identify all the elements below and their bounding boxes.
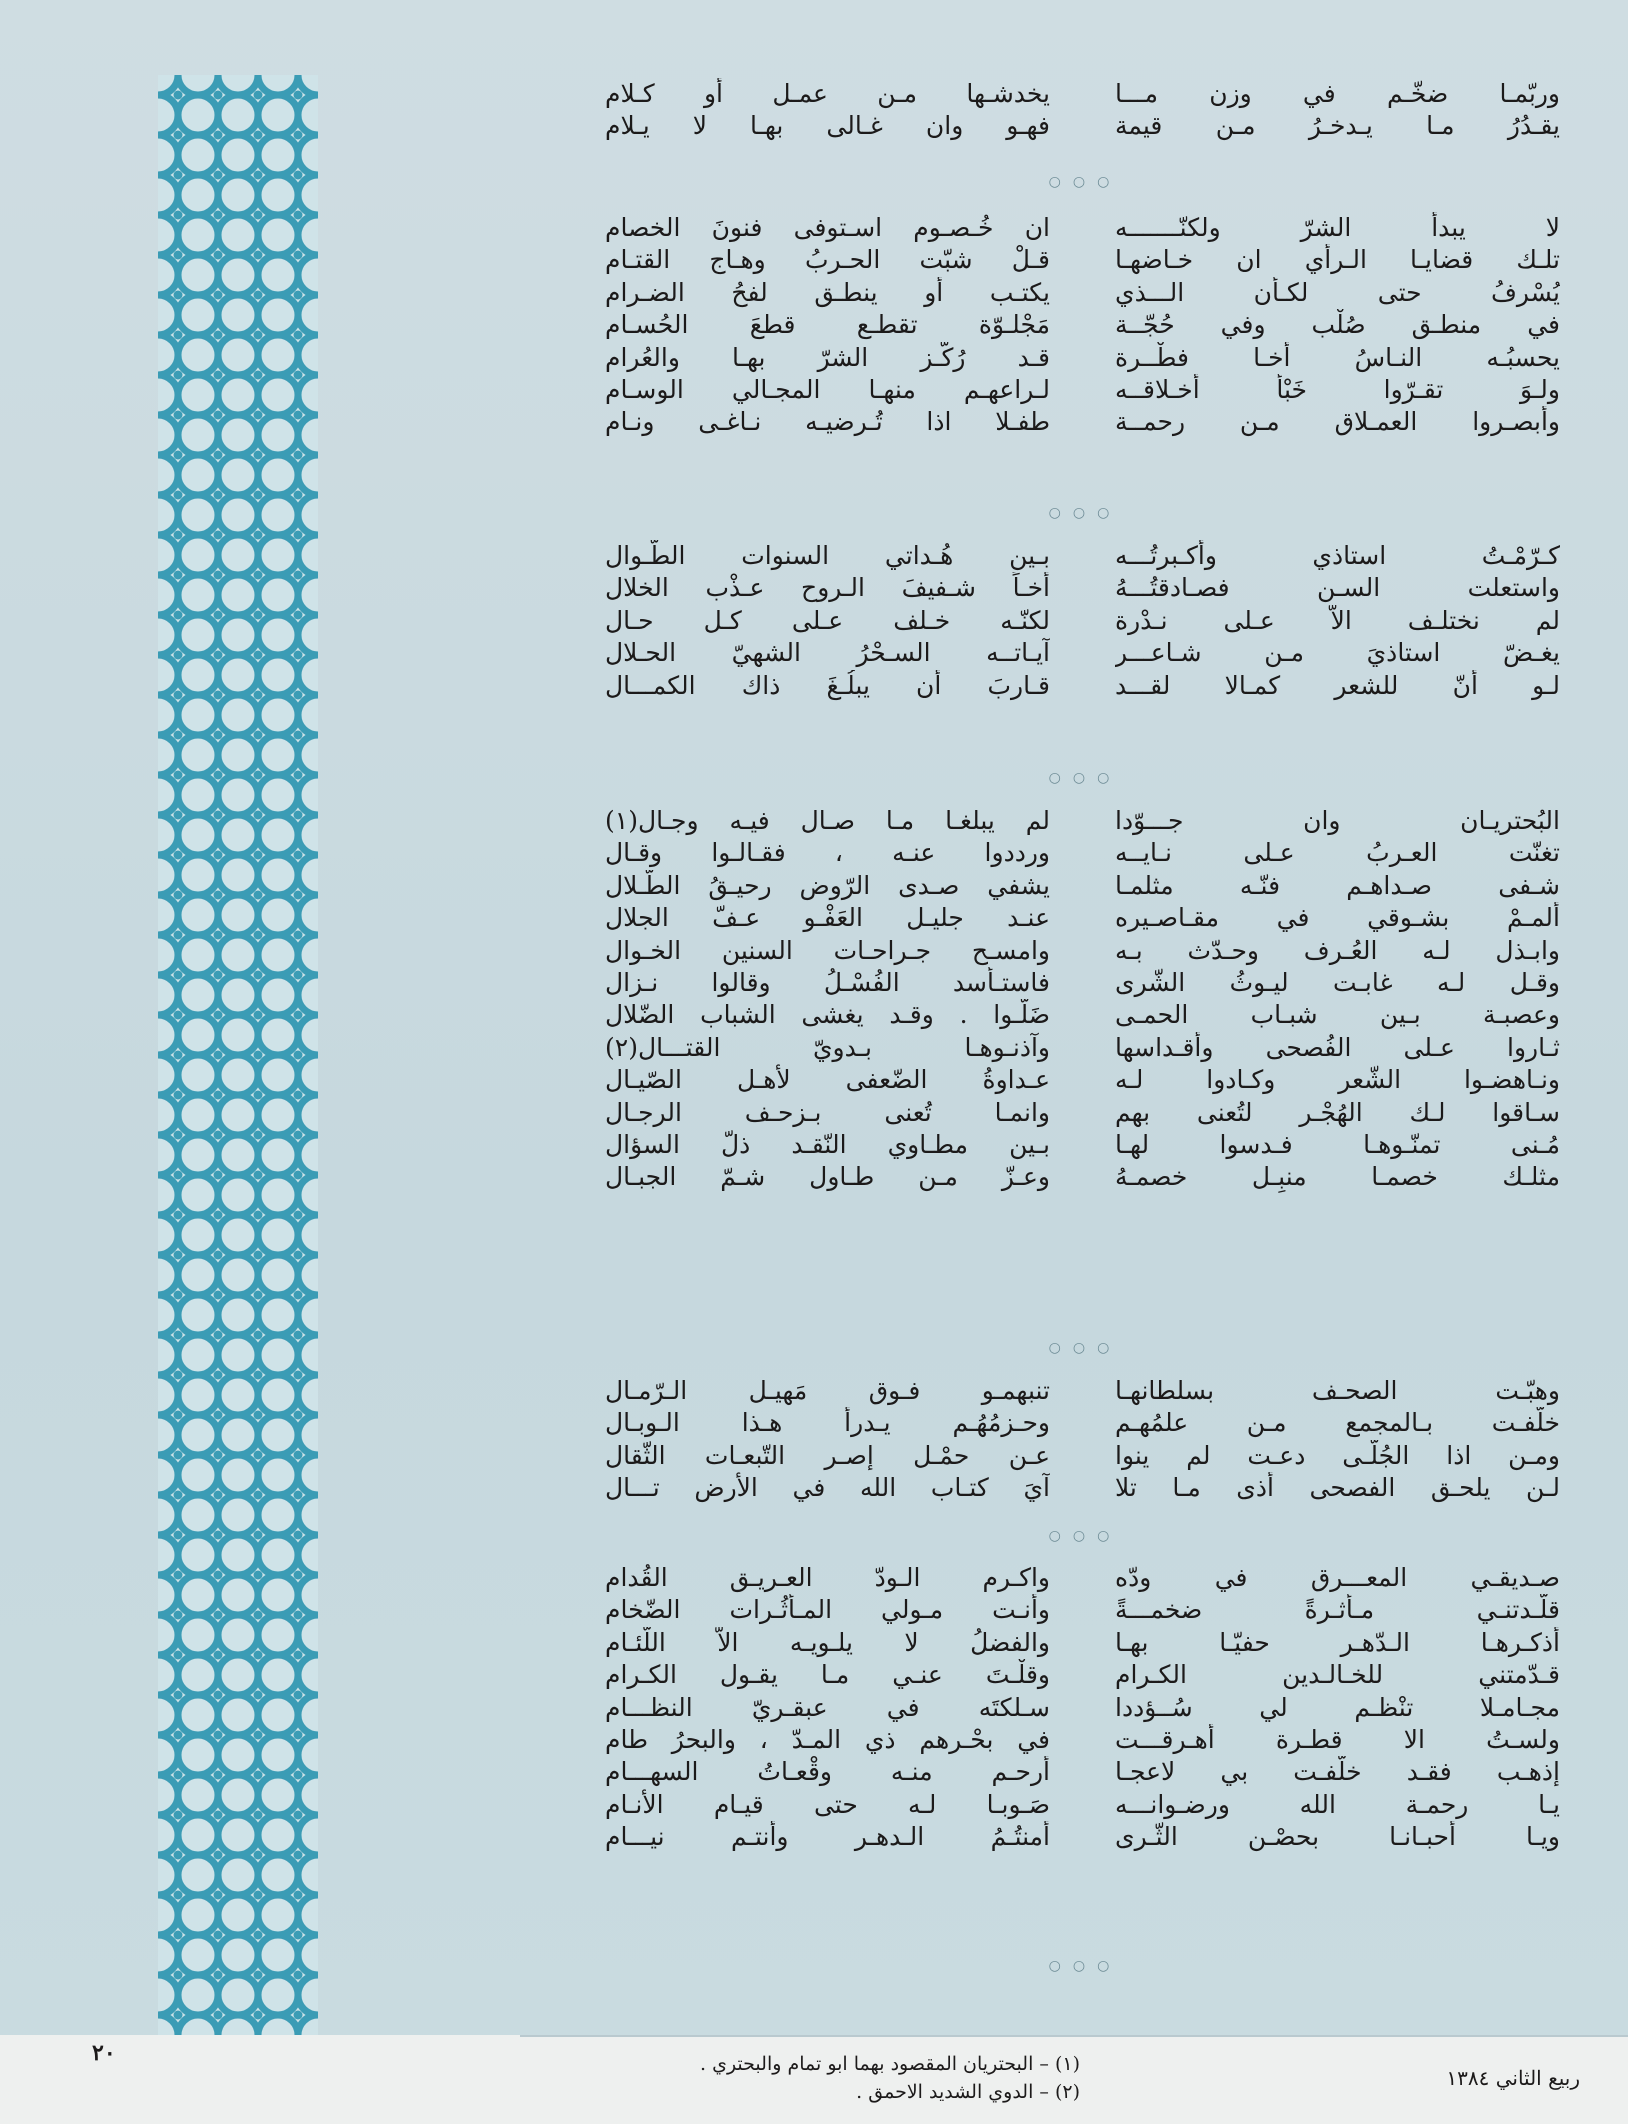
footnotes	[520, 2050, 1080, 2106]
stanza-6-left-hemistichs	[605, 1562, 1050, 1854]
verse-line: لا يبدأ الشرّ ولكنّـــــــه	[1115, 213, 1560, 242]
verse-line: وعصبـة بـين شبـاب الحمـى	[1115, 1000, 1560, 1030]
verse-line: أمنتُـمُ الـدهـر وأنتـم نيـــام	[605, 1822, 1050, 1852]
stanza-separator-icon: ○○○	[1048, 174, 1122, 190]
stanza-3-left-hemistichs	[605, 540, 1050, 702]
verse-line: يخدشـها مـن عمـل أو كـلام	[605, 79, 1050, 108]
stanza-4-left-hemistichs	[605, 805, 1050, 1194]
verse-line: إذهـب فقـد خلّفـت بي لاعجـا	[1115, 1757, 1560, 1787]
verse-line: أرحـم منـه وقْعـاتُ السهـــام	[605, 1757, 1050, 1787]
verse-line: ان خُـصـوم اسـتوفى فنونَ الخصام	[605, 213, 1050, 242]
verse-line: وامسـح جـراحـات السنين الخـوال	[605, 935, 1050, 965]
verse-line: صَـوبـا لـه حتى قيـام الأنـام	[605, 1789, 1050, 1819]
verse-line: آيَ كتـاب الله في الأرض تـــال	[605, 1473, 1050, 1503]
ornamental-border-strip	[158, 75, 318, 2035]
footnote-2: (٢) – الدوي الشديد الاحمق .	[856, 2081, 1080, 2103]
verse-line: والفضلُ لا يلـويـه الاّ اللّئـام	[605, 1627, 1050, 1657]
verse-line: وأبصـروا العمـلاق مـن رحمــة	[1115, 407, 1560, 437]
verse-line: وقـل لـه غابـت ليـوثُ الشّرى	[1115, 967, 1560, 997]
verse-line: فهـو وان غـالى بهـا لا يـلام	[605, 111, 1050, 141]
verse-line: ونـاهضـوا الشّعر وكـادوا لـه	[1115, 1065, 1560, 1095]
verse-line: عـداوةُ الضّعفى لأهـل الصّيـال	[605, 1065, 1050, 1095]
verse-line: وحـزمُهُـم يـدرأ هـذا الـوبـال	[605, 1408, 1050, 1438]
verse-line: واستعلت السـن فصـادقتُـــهُ	[1115, 573, 1560, 603]
verse-line: سـاقوا لـك الهُجْـر لتُعنى بهم	[1115, 1097, 1560, 1127]
verse-line: آيـاتــه السـحْرُ الشهيّ الحـلال	[605, 638, 1050, 668]
stanza-1-left-hemistichs	[605, 78, 1050, 143]
verse-line: أذكـرهـا الـدّهـر حفيّـا بهـا	[1115, 1627, 1560, 1657]
issue-date: ربيع الثاني ١٣٨٤	[1446, 2066, 1580, 2090]
verse-line: أخـاً شـفيفَ الـروح عـذْب الخلال	[605, 573, 1050, 603]
stanza-1-right-hemistichs	[1115, 78, 1560, 143]
verse-line: يقـدُرُ مـا يـدخـرُ مـن قيمة	[1115, 111, 1560, 141]
verse-line: لكنّـه خـلف عـلى كـل حـال	[605, 605, 1050, 635]
verse-line: وهبّـت الصحـف بسلطانهـا	[1115, 1376, 1560, 1405]
verse-line: فاستـأسد الفُسْـلُ وقالوا نـزال	[605, 967, 1050, 997]
verse-line: لـن يلحـق الفصحى أذى مـا تلا	[1115, 1473, 1560, 1503]
verse-line: قـلْ شبّت الحـربُ وهـاج القتـام	[605, 245, 1050, 275]
stanza-3-right-hemistichs	[1115, 540, 1560, 702]
verse-line: تنبهمـو فـوق مَهيـل الـرّمـال	[605, 1376, 1050, 1405]
verse-line: ضَلّـوا . وقـد يغشى الشباب الضّلال	[605, 1000, 1050, 1030]
verse-line: ومـن اذا الجُلّـى دعـت لم ينوا	[1115, 1440, 1560, 1470]
verse-line: وانمـا تُعنى بـزحـف الرجـال	[605, 1097, 1050, 1127]
stanza-2-right-hemistichs	[1115, 212, 1560, 439]
stanza-5-left-hemistichs	[605, 1375, 1050, 1505]
stanza-4-right-hemistichs	[1115, 805, 1560, 1194]
verse-line: ثـاروا عـلى الفُصحى وأقـداسها	[1115, 1032, 1560, 1062]
stanza-5-right-hemistichs	[1115, 1375, 1560, 1505]
verse-line: لـراعهـم منهـا المجـالي الوسـام	[605, 374, 1050, 404]
stanza-separator-icon: ○○○	[1048, 770, 1122, 786]
verse-line: شـفى صـداهـم فنّـه مثلمـا	[1115, 870, 1560, 900]
verse-line: تغنّت العـربُ عـلى نـايــه	[1115, 838, 1560, 868]
verse-line: عـن حمْـل إصـر التّبعـات الثّقال	[605, 1440, 1050, 1470]
verse-line: بـين مطـاوي النّقـد ذلّ السؤال	[605, 1129, 1050, 1159]
verse-line: مجـامـلا تنْظـم لي سُــؤددا	[1115, 1692, 1560, 1722]
verse-line: خلّفـت بـالمجمع مـن علمُهـم	[1115, 1408, 1560, 1438]
stanza-separator-icon: ○○○	[1048, 1528, 1122, 1544]
verse-line: عنـد جليـل العَفْـو عـفّ الجلال	[605, 903, 1050, 933]
verse-line: وآذنـوهـا بـدويّ القتـــال(٢)	[605, 1032, 1050, 1062]
verse-line: ولـوَ تقـرّوا خَبْأ أخـلاقــه	[1115, 374, 1560, 404]
verse-line: قـد رُكّـز الشرّ بهـا والعُرام	[605, 342, 1050, 372]
verse-line: وابـذل لـه العُـرف وحـدّث بـه	[1115, 935, 1560, 965]
verse-line: تلـك قضايـا الـرأي ان خـاضهـا	[1115, 245, 1560, 275]
verse-line: مثلـك خصمـا منبِـل خصمـهُ	[1115, 1162, 1560, 1192]
verse-line: قلّـدتنـي مـأثـرةً ضخمـــةً	[1115, 1595, 1560, 1625]
verse-line: مَجْلـوّة تقطـع قطعَ الحُسـام	[605, 310, 1050, 340]
stanza-2-left-hemistichs	[605, 212, 1050, 439]
verse-line: وقلْـتَ عنـي مـا يقـول الكـرام	[605, 1660, 1050, 1690]
verse-line: يكتـب أو ينطـق لفحُ الضـرام	[605, 277, 1050, 307]
verse-line: في بحْـرهم ذي المـدّ ، والبحرُ طام	[605, 1724, 1050, 1754]
verse-line: ورددوا عنـه ، فقـالـوا وقـال	[605, 838, 1050, 868]
verse-line: صـديقـي المعـــرق في ودّه	[1115, 1563, 1560, 1592]
verse-line: ألمـمْ بشـوقي في مقـاصـيره	[1115, 903, 1560, 933]
verse-line: سـلكتَه في عبقـريّ النظـــام	[605, 1692, 1050, 1722]
stanza-separator-icon: ○○○	[1048, 505, 1122, 521]
verse-line: قـدّمتني للخـالـدين الكـرام	[1115, 1660, 1560, 1690]
verse-line: في منطـق صُلْب وفي حُجّــة	[1115, 310, 1560, 340]
footer-divider	[520, 2035, 1628, 2037]
verse-line: وعـزّ مـن طـاول شـمّ الجبـال	[605, 1162, 1050, 1192]
verse-line: وربّمـا ضخّـم في وزن مـــا	[1115, 79, 1560, 108]
page-number: ٢٠	[92, 2040, 116, 2066]
verse-line: مُـنى تمنّـوهـا فـدسوا لهـا	[1115, 1129, 1560, 1159]
verse-line: وأنـت مـولي المـأثُـرات الضّخام	[605, 1595, 1050, 1625]
verse-line: كـرّمْـتُ استاذي وأكـبرتُـــه	[1115, 541, 1560, 570]
verse-line: يـا رحمـة الله ورضـوانـــه	[1115, 1789, 1560, 1819]
stanza-separator-icon: ○○○	[1048, 1340, 1122, 1356]
verse-line: البُحتريـان وان جـــوّدا	[1115, 806, 1560, 835]
verse-line: لم نختلـف الاّ عـلى نـدْرة	[1115, 605, 1560, 635]
verse-line: بـين هُـداتي السنوات الطّـوال	[605, 541, 1050, 570]
verse-line: لـو أنّ للشعر كمـالا لقـــد	[1115, 670, 1560, 700]
footnote-1: (١) – البحتريان المقصود بهما ابو تمام والبحتري .	[700, 2053, 1080, 2075]
verse-line: يشفي صـدى الرّوض رحيـقُ الطّـلال	[605, 870, 1050, 900]
verse-line: يحسبُـه النـاسُ أخـا فطْــرة	[1115, 342, 1560, 372]
verse-line: لم يبلغـا مـا صـال فيـه وجـال(١)	[605, 806, 1050, 835]
verse-line: يُسْرفُ حتى لكـأن الـــذي	[1115, 277, 1560, 307]
verse-line: ولسـتُ الا قطـرة أهـرقـــت	[1115, 1724, 1560, 1754]
verse-line: طفـلا اذا تُـرضيـه نـاغـى ونـام	[605, 407, 1050, 437]
verse-line: يغـضّ استاذيَ مـن شـاعـــر	[1115, 638, 1560, 668]
stanza-6-right-hemistichs	[1115, 1562, 1560, 1854]
verse-line: قـاربَ أن يبلُـغَ ذاك الكمـــال	[605, 670, 1050, 700]
verse-line: واكـرم الـودّ العـريـق القُدام	[605, 1563, 1050, 1592]
verse-line: ويـا أحبـانـا بحصْـن الثّـرى	[1115, 1822, 1560, 1852]
stanza-separator-icon: ○○○	[1048, 1958, 1122, 1974]
